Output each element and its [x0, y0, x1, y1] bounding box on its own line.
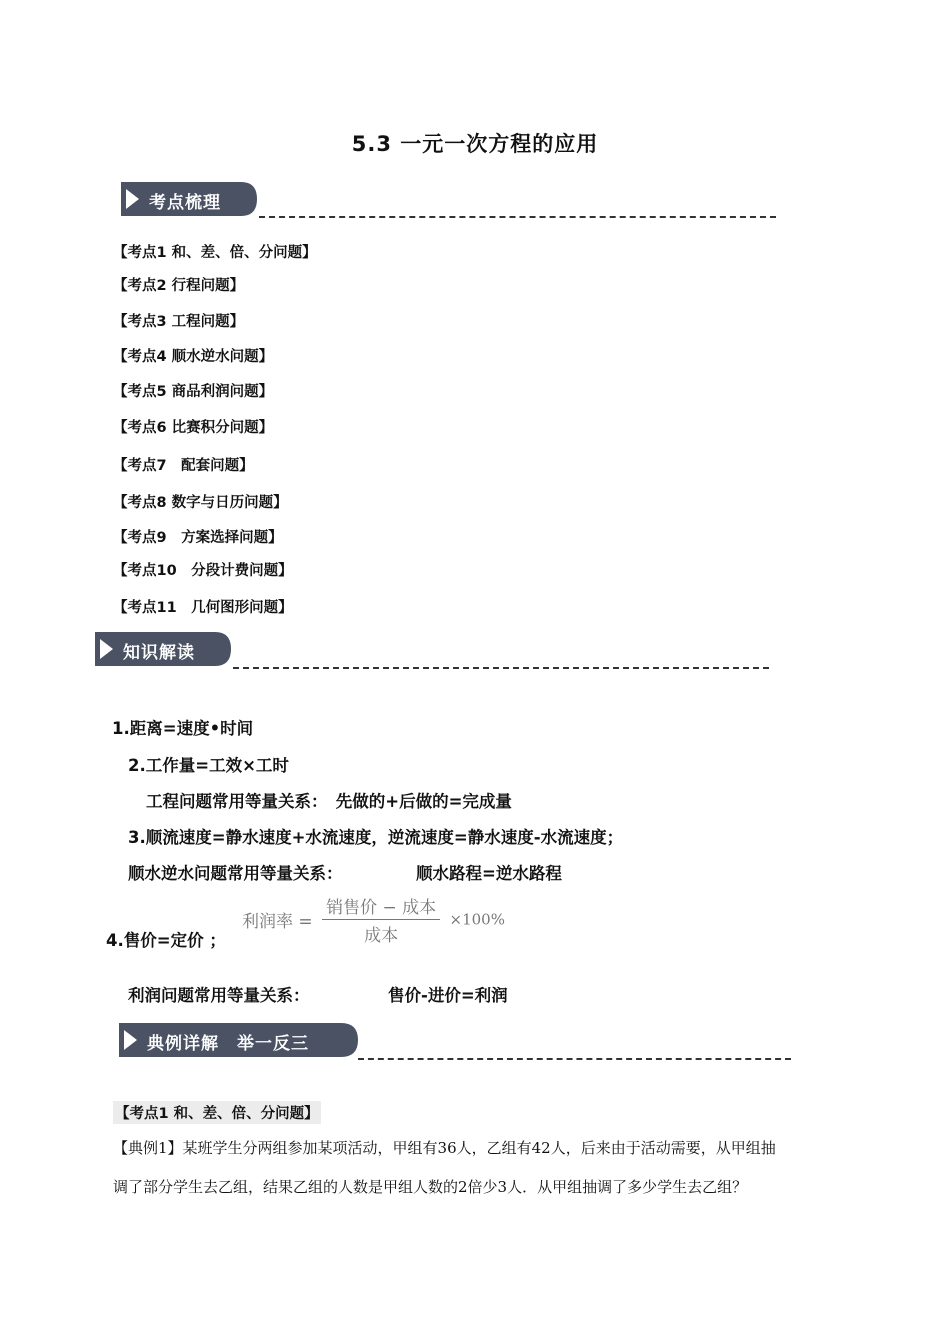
point-item: 【考点10 分段计费问题】	[113, 563, 293, 579]
point-item: 【考点5 商品利润问题】	[113, 384, 274, 400]
banner-label: 知识解读	[123, 643, 195, 663]
section-banner-dianli	[115, 1021, 360, 1059]
banner-label: 典例详解 举一反三	[147, 1034, 309, 1054]
knowledge-line-value: 顺水路程=逆水路程	[416, 864, 562, 883]
knowledge-line: 工程问题常用等量关系： 先做的+后做的=完成量	[146, 792, 512, 811]
formula-denominator: 成本	[364, 926, 399, 946]
point-item: 【考点2 行程问题】	[113, 278, 245, 294]
knowledge-line-label: 利润问题常用等量关系：	[128, 986, 310, 1005]
point-item: 【考点3 工程问题】	[113, 314, 245, 330]
point-item: 【考点6 比赛积分问题】	[113, 420, 274, 436]
formula-rhs: ×100%	[449, 910, 505, 929]
divider-line	[259, 216, 776, 218]
formula-lhs: 利润率 =	[242, 912, 313, 932]
formula-numerator: 销售价 − 成本	[322, 893, 440, 920]
point-item: 【考点8 数字与日历问题】	[113, 495, 288, 511]
section-banner-zhishi	[91, 630, 233, 668]
example-text-line: 调了部分学生去乙组，结果乙组的人数是甲组人数的2倍少3人．从甲组抽调了多少学生去乙组？	[113, 1178, 748, 1196]
example-heading: 【考点1 和、差、倍、分问题】	[113, 1101, 321, 1124]
point-item: 【考点1 和、差、倍、分问题】	[113, 245, 317, 261]
banner-label: 考点梳理	[149, 193, 221, 213]
example-text-line: 【典例1】某班学生分两组参加某项活动，甲组有36人，乙组有42人，后来由于活动需要，从甲组抽	[113, 1139, 776, 1157]
divider-line	[358, 1058, 791, 1060]
knowledge-line: 2.工作量=工效×工时	[128, 756, 289, 775]
section-banner-kaodian	[117, 180, 259, 218]
point-item: 【考点9 方案选择问题】	[113, 530, 283, 546]
knowledge-line: 1.距离=速度•时间	[112, 719, 254, 738]
knowledge-line-value: 售价-进价=利润	[388, 986, 508, 1005]
profit-rate-formula	[242, 893, 505, 946]
formula-fraction	[322, 893, 440, 946]
knowledge-line: 3.顺流速度=静水速度+水流速度，逆流速度=静水速度-水流速度；	[128, 828, 624, 847]
divider-line	[233, 667, 769, 669]
point-item: 【考点11 几何图形问题】	[113, 600, 293, 616]
page-title: 5.3 一元一次方程的应用	[351, 132, 599, 156]
knowledge-line-label: 顺水逆水问题常用等量关系：	[128, 864, 343, 883]
knowledge-line: 4.售价=定价 ；	[106, 931, 226, 950]
point-item: 【考点4 顺水逆水问题】	[113, 349, 274, 365]
point-item: 【考点7 配套问题】	[113, 458, 254, 474]
